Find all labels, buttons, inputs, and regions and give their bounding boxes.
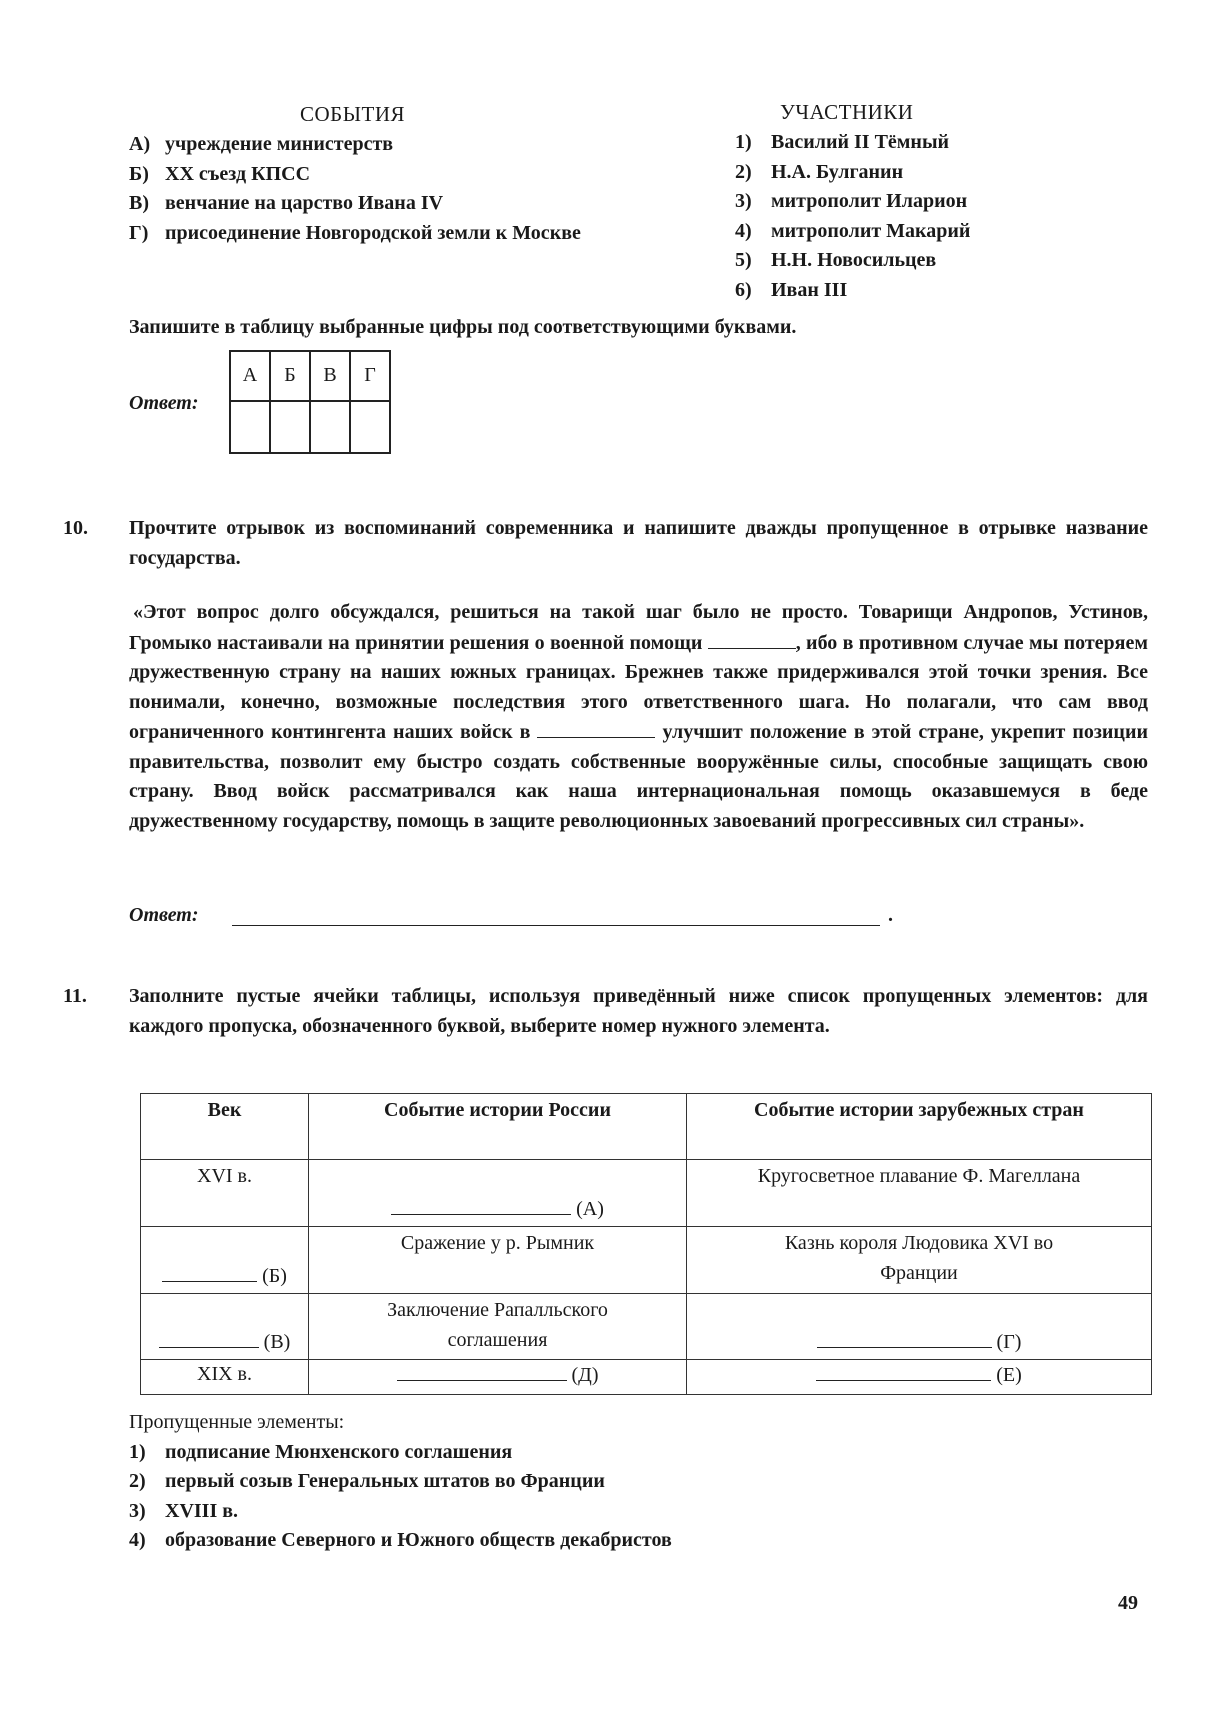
item-key: 1) xyxy=(735,131,752,153)
century-cell: XVI в. xyxy=(141,1160,309,1227)
item-text: ХХ съезд КПСС xyxy=(165,162,311,185)
page-number: 49 xyxy=(1118,1592,1138,1614)
item-key: Б) xyxy=(129,162,149,185)
table-row xyxy=(141,1294,1152,1360)
quote-text: «Этот вопрос долго обсуждался, решиться на такой шаг было не просто. Товарищи Андропов, Устинов, Громыко настаивали на принятии решения о военной помощи xyxy=(129,601,1148,654)
answer-header: А xyxy=(230,351,270,401)
foreign-cell: Кругосветное плавание Ф. Магеллана xyxy=(687,1160,1152,1227)
item-key: А) xyxy=(129,133,151,155)
list-item xyxy=(735,217,1135,247)
header-russia: Событие истории России xyxy=(309,1094,687,1160)
russia-cell[interactable] xyxy=(309,1360,687,1395)
blank-field[interactable] xyxy=(397,1360,567,1381)
item-text: Н.А. Булганин xyxy=(771,160,904,183)
century-cell[interactable] xyxy=(141,1294,309,1360)
history-table xyxy=(140,1093,1152,1395)
table-header-row xyxy=(141,1094,1152,1160)
list-item xyxy=(735,187,1135,217)
question-prompt: Заполните пустые ячейки таблицы, используя приведённый ниже список пропущенных элементов: для каждого пропуска, обозначенного буквой, выберите номер нужного элемента. xyxy=(129,985,1148,1037)
list-item xyxy=(129,1438,1029,1468)
item-text: Василий II Тёмный xyxy=(771,131,950,153)
item-text: первый созыв Генеральных штатов во Франции xyxy=(165,1470,605,1492)
item-text: митрополит Иларион xyxy=(771,190,968,212)
russia-cell: Сражение у р. Рымник xyxy=(309,1227,687,1294)
item-text: венчание на царство Ивана IV xyxy=(165,192,444,214)
item-text: Н.Н. Новосильцев xyxy=(771,249,937,271)
century-cell: XIX в. xyxy=(141,1360,309,1395)
foreign-cell: Казнь короля Людовика XVI во Франции xyxy=(687,1227,1152,1294)
blank-letter: (Б) xyxy=(262,1264,287,1287)
item-text: присоединение Новгородской земли к Москве xyxy=(165,221,581,244)
blank-field[interactable] xyxy=(816,1360,991,1381)
answer-header: Г xyxy=(350,351,390,401)
item-text: Иван III xyxy=(771,278,848,301)
header-foreign: Событие истории зарубежных стран xyxy=(687,1094,1152,1160)
blank-field[interactable] xyxy=(537,717,655,738)
participants-title: УЧАСТНИКИ xyxy=(780,100,914,124)
header-century: Век xyxy=(141,1094,309,1160)
period: . xyxy=(888,904,893,926)
list-item xyxy=(735,276,1135,306)
foreign-cell[interactable] xyxy=(687,1360,1152,1395)
blank-field[interactable] xyxy=(708,628,796,649)
list-item xyxy=(129,1467,1029,1497)
item-key: Г) xyxy=(129,221,149,244)
blank-field[interactable] xyxy=(391,1194,571,1215)
missing-elements xyxy=(129,1408,1029,1556)
answer-line[interactable] xyxy=(232,901,880,926)
quote-text: улучшит положение в этой стране, укрепит позиции правительства, позволит ему быстро создать собственные вооружённые силы, способные защищать свою страну. Ввод войск рассматривался как наша интернациональная помощь оказавшемуся в беде дружественному государству, помощь в защите революционных завоеваний прогрессивных сил страны». xyxy=(129,721,1148,832)
list-item xyxy=(129,1526,1029,1556)
item-key: 3) xyxy=(129,1499,146,1522)
item-key: 5) xyxy=(735,249,752,271)
quote xyxy=(129,598,1148,836)
list-item xyxy=(129,189,669,219)
list-item xyxy=(735,128,1135,158)
blank-letter: (А) xyxy=(576,1197,604,1220)
russia-cell[interactable] xyxy=(309,1160,687,1227)
item-key: 4) xyxy=(129,1529,146,1551)
item-key: 3) xyxy=(735,190,752,212)
list-item xyxy=(735,158,1135,188)
table-row xyxy=(141,1160,1152,1227)
blank-letter: (Е) xyxy=(996,1364,1022,1386)
russia-cell: Заключение Рапалльского соглашения xyxy=(309,1294,687,1360)
item-text: учреждение министерств xyxy=(165,133,394,155)
answer-cell[interactable] xyxy=(310,401,350,453)
missing-title: Пропущенные элементы: xyxy=(129,1411,345,1433)
table-row xyxy=(141,1227,1152,1294)
item-key: 6) xyxy=(735,278,752,301)
events-title: СОБЫТИЯ xyxy=(300,102,406,126)
blank-field[interactable] xyxy=(817,1327,992,1348)
blank-letter: (В) xyxy=(263,1330,291,1353)
answer-header: В xyxy=(310,351,350,401)
blank-field[interactable] xyxy=(159,1327,259,1348)
question-number: 10. xyxy=(63,517,88,539)
participants-list xyxy=(735,128,1135,305)
century-cell[interactable] xyxy=(141,1227,309,1294)
question-number: 11. xyxy=(63,985,87,1007)
item-text: подписание Мюнхенского соглашения xyxy=(165,1440,513,1463)
item-key: 2) xyxy=(735,160,752,183)
table-row xyxy=(141,1360,1152,1395)
item-key: 4) xyxy=(735,219,752,242)
question-prompt: Прочтите отрывок из воспоминаний современника и напишите дважды пропущенное в отрывке название государства. xyxy=(129,517,1148,569)
item-key: 1) xyxy=(129,1440,146,1463)
foreign-cell[interactable] xyxy=(687,1294,1152,1360)
item-text: митрополит Макарий xyxy=(771,219,971,242)
item-text: образование Северного и Южного обществ декабристов xyxy=(165,1529,672,1551)
list-item xyxy=(129,219,669,249)
answer-cell[interactable] xyxy=(350,401,390,453)
answer-label: Ответ: xyxy=(129,904,199,926)
answer-label: Ответ: xyxy=(129,392,199,414)
quote-text: , ибо в противном случае мы потеряем дружественную страну на наших южных границах. Брежнев также придерживался этой точки зрения. Все понимали, конечно, возможные последствия этого ответственного шага. Но полагали, что сам ввод ограниченного контингента наших войск в xyxy=(129,631,1148,743)
instruction: Запишите в таблицу выбранные цифры под соответствующими буквами. xyxy=(129,316,797,338)
answer-cell[interactable] xyxy=(270,401,310,453)
blank-field[interactable] xyxy=(162,1261,257,1282)
list-item xyxy=(129,160,669,190)
answer-table xyxy=(229,350,391,454)
events-list xyxy=(129,130,669,248)
blank-letter: (Д) xyxy=(571,1364,599,1386)
blank-letter: (Г) xyxy=(996,1330,1022,1353)
list-item xyxy=(735,246,1135,276)
answer-header: Б xyxy=(270,351,310,401)
item-text: XVIII в. xyxy=(165,1499,239,1522)
item-key: 2) xyxy=(129,1470,146,1492)
list-item xyxy=(129,130,669,160)
answer-cell[interactable] xyxy=(230,401,270,453)
list-item xyxy=(129,1497,1029,1527)
item-key: В) xyxy=(129,192,149,214)
